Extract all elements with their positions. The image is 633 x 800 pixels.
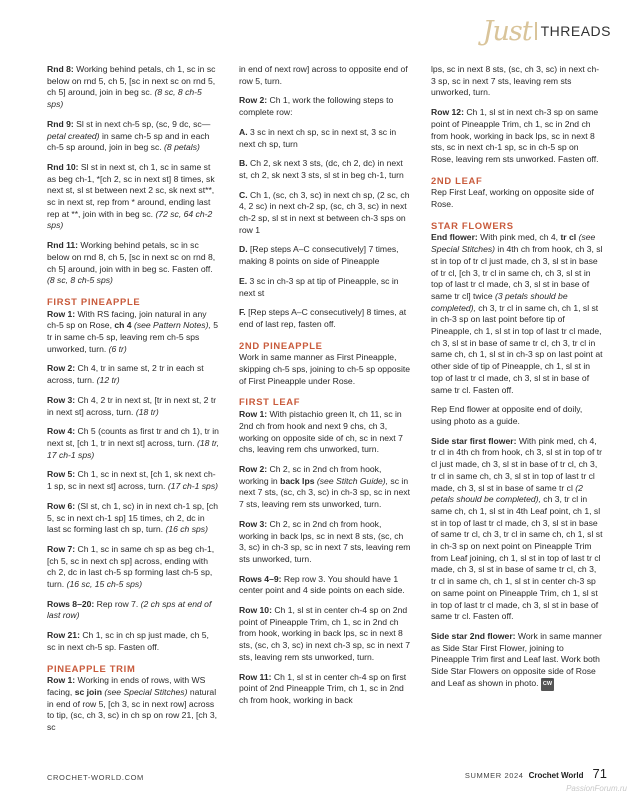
column-1: [47, 64, 219, 734]
row-count-note: (18 tr): [135, 406, 159, 417]
row-italic: (see Special Stitches): [431, 232, 596, 255]
row-text: Rep row 7.: [94, 598, 141, 609]
paragraph: [431, 404, 603, 427]
paragraph: [431, 232, 603, 396]
paragraph: [431, 631, 603, 692]
row-label: Rnd 9:: [47, 118, 74, 129]
row-text: in same ch-5 sp and in each ch-5 sp around, join in beg sc.: [47, 130, 210, 153]
paragraph: [47, 240, 219, 287]
row-text: Working behind petals, sc in sc below on rnd 8, ch 5, [sc in next sc on rnd 8, ch 5] around, join with in beg sc. Fasten off.: [47, 240, 216, 274]
footer-website: CROCHET-WORLD.COM: [47, 773, 144, 782]
row-bold: sc join: [74, 686, 102, 697]
section-heading: FIRST LEAF: [239, 396, 301, 408]
paragraph: [239, 672, 411, 707]
brand-word-threads: THREADS: [540, 23, 611, 39]
row-italic: (see Pattern Notes),: [133, 320, 211, 331]
row-italic: (see Special Stitches): [104, 686, 188, 697]
row-text: Ch 1, sc in same ch sp as beg ch-1, [ch 5, sc in next ch sp] across, ending with ch 2, dc in last ch-5 sp forming last ch-5 sp, turn.: [47, 543, 215, 590]
row-text: 5 tr in same ch-5 sp, leaving rem ch-5 sps unworked, turn.: [47, 320, 219, 354]
paragraph: [47, 162, 219, 232]
paragraph: [239, 409, 411, 456]
row-label: Rnd 11:: [47, 240, 79, 251]
row-text: With pistachio green lt, ch 11, sc in 2nd ch from hook and next 9 chs, ch 3, working on opposite side of ch, sc in next 7 chs, leaving rem chs unworked, turn.: [239, 409, 403, 455]
row-label: End flower:: [431, 232, 478, 243]
row-text: Working in ends of rows, with WS facing,: [47, 675, 206, 697]
brand-script-just: Just: [482, 15, 532, 47]
paragraph: [47, 544, 219, 591]
row-text: ch 3, tr cl in same ch, ch 1, sl st in ch-3 sp on last point before tip of Pineapple, ch 1, sl st in top of last tr cl made, ch 3, sl st in base of same tr cl, ch 3, tr cl in same ch, ch 1, sl st in ch-3 sp on last point at other side of tip of Pineapple, ch 1, sl st in top of last tr cl made, ch 3, sl st in base of same tr cl. Fasten off.: [431, 302, 603, 395]
row-italic: petal created): [47, 130, 100, 141]
row-text: (Sl st, ch 1, sc) in in next ch-1 sp, [ch 5, sc in next ch-1 sp] 15 times, ch 2, dc in last sc forming last ch sp, turn.: [47, 500, 218, 535]
row-label: Row 1:: [47, 675, 76, 686]
row-text: Rep row 3. You should have 1 center point and 4 side points on each side.: [239, 573, 405, 596]
paragraph: [431, 436, 603, 623]
row-text: Ch 1, sl st in center ch-4 sp on 2nd point of Pineapple Trim, ch 1, sc in 2nd ch from hook, working in back lps, sc in next 8 sts, (sc, ch 3, sc) in next ch-3 sp, sc in next 7 sts, leaving rem sts unworked, turn.: [239, 605, 410, 662]
row-text: Ch 1, sc in next st, [ch 1, sk next ch-1 sp, sc in next st] across, turn.: [47, 469, 216, 492]
brand-divider: [535, 22, 537, 40]
row-count-note: (16 ch sps): [165, 524, 208, 535]
row-bold: ch 4: [114, 320, 132, 331]
paragraph: [47, 395, 219, 418]
paragraph: [47, 675, 219, 734]
row-count-note: (72 sc, 64 ch-2 sps): [47, 208, 213, 231]
row-text: sc in next 7 sts, (sc, ch 3, sc) in ch-3 sp, sc in next 7 sts, leaving rem sts unworked, turn.: [239, 475, 410, 510]
row-label: Rnd 10:: [47, 161, 79, 172]
row-text: Ch 1, (sc, ch 3, sc) in next ch sp, (2 sc, ch 4, 2 sc) in next ch-2 sp, (sc, ch 3, sc) in next ch-2 sp, sl st in next st between ch-3 sps on row 1: [239, 189, 410, 235]
section-heading: FIRST PINEAPPLE: [47, 295, 141, 307]
paragraph: [431, 187, 603, 210]
row-text: Ch 1, sl st in next ch-3 sp on same point of Pineapple Trim, ch 1, sc in 2nd ch from hook, working in back lps, sc in next 8 sts, sc in next ch-1 sp, sc in ch-5 sp on Rose, leaving rem sts unworked. Fasten off.: [431, 107, 599, 164]
step-label: F.: [239, 307, 246, 318]
paragraph: [239, 605, 411, 664]
footer-issue: SUMMER 2024: [464, 771, 524, 780]
row-text: Working behind petals, ch 1, sc in sc below on rnd 5, ch 5, [sc in next sc on rnd 5, ch 5] around, join in beg sc.: [47, 64, 216, 98]
row-label: Row 4:: [47, 426, 76, 437]
row-text: Ch 2, sk next 3 sts, (dc, ch 2, dc) in next st, ch 2, sk next 3 sts, sl st in beg ch-1, turn: [239, 158, 404, 180]
paragraph: [47, 599, 219, 622]
row-bold: back lps: [280, 475, 315, 486]
row-italic: (see Stitch Guide),: [316, 475, 389, 486]
row-label: Row 10:: [239, 605, 272, 616]
row-count-note: (8 sc, 8 ch-5 sps): [47, 87, 202, 110]
row-count-note: (2 ch sps at end of last row): [47, 598, 212, 621]
row-label: Side star 2nd flower:: [431, 630, 516, 641]
row-label: Row 3:: [47, 394, 76, 405]
row-count-note: (8 petals): [164, 142, 200, 153]
step-label: A.: [239, 126, 248, 137]
row-text: 3 sc in next ch sp, sc in next st, 3 sc in next ch sp, turn: [239, 126, 397, 149]
row-text: With pink med, ch 4,: [477, 232, 561, 243]
paragraph: [47, 64, 219, 111]
step-label: B.: [239, 158, 248, 169]
watermark: PassionForum.ru: [566, 784, 627, 793]
paragraph: [239, 244, 411, 267]
row-text: Rep End flower at opposite end of doily, using photo as a guide.: [431, 404, 583, 426]
paragraph: [47, 363, 219, 386]
row-text: 3 sc in ch-3 sp at tip of Pineapple, sc in next st: [239, 275, 399, 298]
paragraph: [239, 519, 411, 566]
row-text: Ch 1, sc in ch sp just made, ch 5, sc in next ch-5 sp. Fasten off.: [47, 630, 209, 652]
row-label: Row 2:: [47, 363, 76, 374]
row-count-note: (12 tr): [96, 375, 120, 386]
row-text: With pink med, ch 4, tr cl in 4th ch from hook, ch 3, sl st in top of tr cl just made, ch 3, sl st in base of tr cl, ch 3, tr cl in same ch, ch 3, sl st in top of last tr cl made, ch 3, sl st in base of same tr cl: [431, 435, 602, 493]
row-label: Row 1:: [239, 409, 268, 420]
row-label: Row 7:: [47, 543, 76, 554]
section-heading: 2ND LEAF: [431, 174, 483, 186]
row-text: Ch 2, sc in 2nd ch from hook, working in: [239, 463, 382, 486]
row-text: Work in same manner as Side Star First Flower, joining to Pineapple Trim first and Leaf last. Work both Side Star Flowers on opposite side of Rose and Leaf as shown in photo.: [431, 630, 602, 688]
row-count-note: (8 sc, 8 ch-5 sps): [47, 275, 113, 286]
paragraph: [431, 64, 603, 99]
row-italic: (2 petals should be completed),: [431, 482, 583, 505]
row-label: Rnd 8:: [47, 64, 74, 74]
paragraph: [239, 95, 411, 118]
row-label: Row 2:: [239, 463, 268, 474]
header-brand: [483, 14, 611, 48]
row-count-note: (16 sc, 15 ch-5 sps): [66, 579, 143, 590]
row-text: Ch 5 (counts as first tr and ch 1), tr in next st, [ch 1, tr in next st] across, turn.: [47, 426, 219, 448]
row-text: lps, sc in next 8 sts, (sc, ch 3, sc) in next ch-3 sp, sc in next 7 sts, leaving rem sts unworked, turn.: [431, 64, 600, 98]
column-2: [239, 64, 411, 734]
row-text: in 4th ch from hook, ch 3, sl st in top of tr cl just made, ch 3, sl st in base of tr cl, [ch 3, tr cl in same ch, ch 3, sl st in top of last tr cl made, ch 3, sl st in base of same tr cl] twice: [431, 244, 603, 301]
row-text: Work in same manner as First Pineapple, skipping ch-5 sps, joining to ch-5 sp opposite of First Pineapple under Rose.: [239, 352, 411, 386]
row-text: Ch 1, sl st in center ch-4 sp on first point of 2nd Pineapple Trim, ch 1, sc in 2nd ch from hook, working in back: [239, 671, 407, 705]
row-text: Rep First Leaf, working on opposite side of Rose.: [431, 187, 594, 210]
row-text: Ch 2, sc in 2nd ch from hook, working in back lps, sc in next 8 sts, (sc, ch 3, sc) in ch-3 sp, sc in next 7 sts, leaving rem sts unworked, turn.: [239, 518, 411, 564]
row-count-note: (6 tr): [108, 343, 127, 354]
row-label: Row 11:: [239, 671, 272, 682]
paragraph: [239, 276, 411, 299]
row-text: ch 3, tr cl in same ch, ch 1, sl st in 4th Leaf point, ch 1, sl st in top of last tr cl made, ch 3, sl st in base of same tr cl, ch 3, tr cl in same ch, ch 1, sl st in ch-3 sp on next point on Pineapple Trim from Leaf joining, ch 1, sl st in top of last tr cl made, ch 3, sl st in base of same tr cl, ch 3, tr cl in same ch, ch 1, sl st in center ch-3 sp on same point on Pineapple Trim, ch 1, sl st in top of last tr cl made, ch 3, sl st in base of same tr cl. Fasten off.: [431, 494, 603, 622]
paragraph: [47, 426, 219, 461]
article-columns: [47, 64, 603, 734]
paragraph: [239, 127, 411, 150]
section-heading: PINEAPPLE TRIM: [47, 662, 136, 674]
paragraph: [239, 158, 411, 181]
row-text: [Rep steps A–C consecutively] 8 times, at end of last rep, fasten off.: [239, 307, 407, 329]
footer-folio: [465, 766, 607, 781]
row-label: Row 2:: [239, 95, 268, 106]
end-mark-icon: CW: [541, 678, 554, 692]
paragraph: [47, 309, 219, 356]
paragraph: [47, 630, 219, 653]
page-number: 71: [592, 766, 607, 781]
row-label: Side star first flower:: [431, 435, 517, 446]
row-label: Row 21:: [47, 630, 80, 641]
paragraph: [47, 501, 219, 536]
row-text: Ch 1, work the following steps to complete row:: [239, 95, 394, 118]
row-label: Row 6:: [47, 500, 76, 511]
row-text: With RS facing, join natural in any ch-5 sp on Rose,: [47, 308, 207, 331]
row-count-note: (17 ch-1 sps): [167, 481, 218, 492]
row-count-note: (18 tr, 17 ch-1 sps): [47, 437, 219, 460]
row-italic: (3 petals should be completed),: [431, 290, 568, 313]
section-heading: STAR FLOWERS: [431, 219, 514, 231]
footer-magazine: Crochet World: [528, 771, 584, 780]
row-text: [Rep steps A–C consecutively] 7 times, making 8 points on side of Pineapple: [239, 244, 399, 267]
row-label: Rows 4–9:: [239, 573, 282, 584]
row-text: Sl st in next ch-5 sp, (sc, 9 dc, sc—: [73, 118, 211, 129]
paragraph: [239, 64, 411, 87]
paragraph: [47, 119, 219, 154]
row-label: Row 5:: [47, 469, 76, 480]
row-text: Ch 4, tr in same st, 2 tr in each st across, turn.: [47, 363, 204, 386]
section-heading: 2ND PINEAPPLE: [239, 339, 323, 351]
row-bold: tr cl: [560, 232, 577, 243]
row-text: in end of next row] across to opposite end of row 5, turn.: [239, 64, 408, 86]
row-label: Row 12:: [431, 107, 464, 118]
row-label: Row 3:: [239, 518, 268, 529]
row-text: Sl st in next st, ch 1, sc in same st as beg ch-1, *[ch 2, sc in next st] 8 times, sk next st, sl st between next 2 sc, sk next st**, sc in next st, rep from * around, ending last rep at **, join with in beg sc.: [47, 161, 215, 219]
row-text: natural in end of row 5, [ch 3, sc in next row] across to tip, (sc, ch 3, sc) in ch sp on row 21, [ch 3, sc: [47, 686, 218, 733]
paragraph: [431, 107, 603, 166]
step-label: C.: [239, 189, 248, 200]
paragraph: [47, 469, 219, 492]
paragraph: [239, 574, 411, 597]
step-label: E.: [239, 275, 248, 286]
row-label: Rows 8–20:: [47, 598, 95, 609]
paragraph: [239, 464, 411, 511]
paragraph: [239, 307, 411, 330]
paragraph: [239, 190, 411, 237]
row-text: Ch 4, 2 tr in next st, [tr in next st, 2 tr in next st] across, turn.: [47, 394, 217, 417]
paragraph: [239, 352, 411, 387]
row-label: Row 1:: [47, 308, 76, 319]
column-3: [431, 64, 603, 734]
step-label: D.: [239, 244, 248, 255]
